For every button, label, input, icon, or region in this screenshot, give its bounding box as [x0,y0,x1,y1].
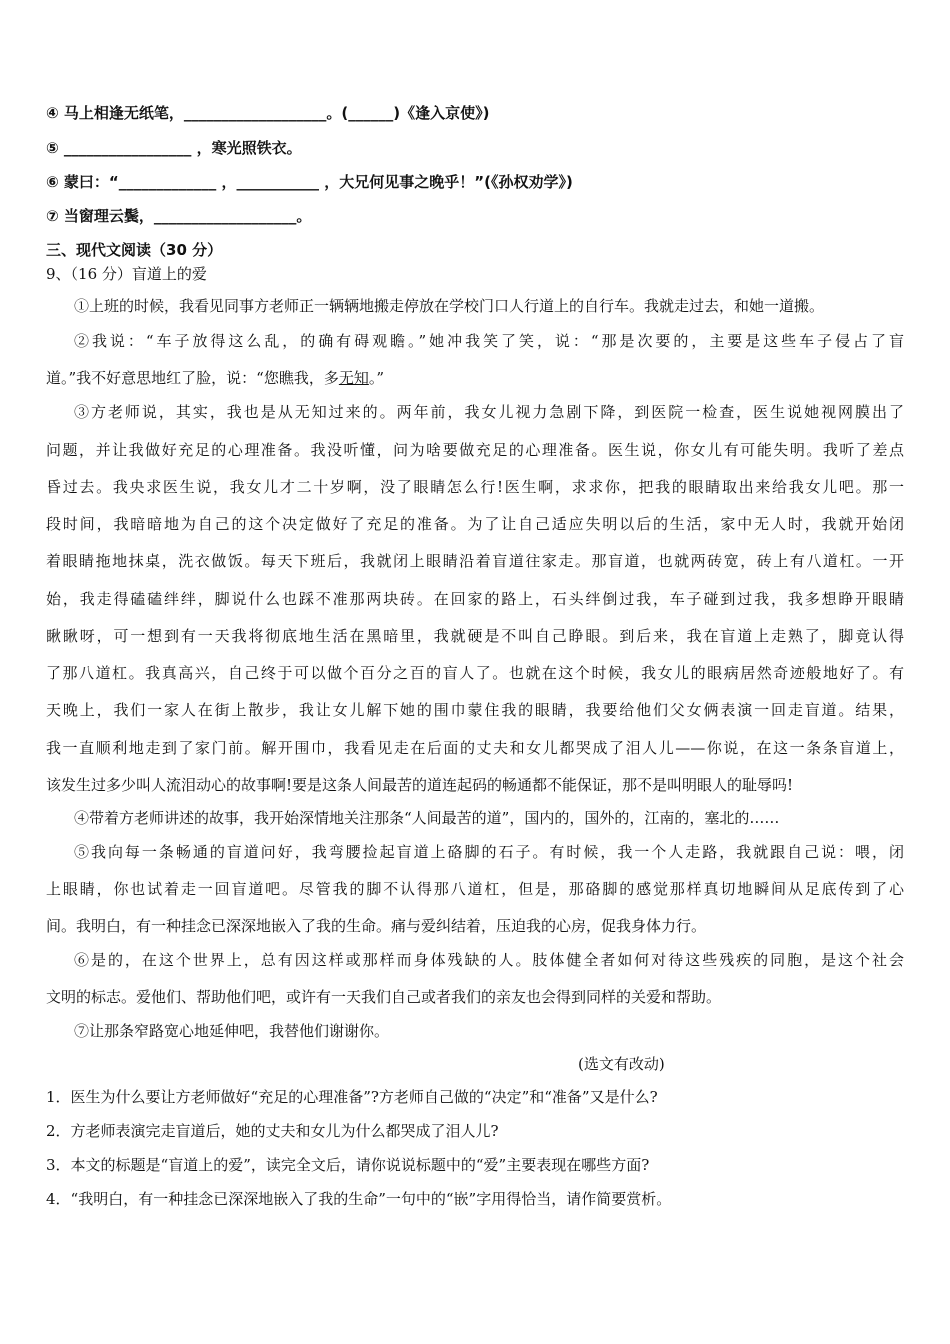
passage-paragraph-5-line: 间。我明白，有一种挂念已深深地嵌入了我的生命。痛与爱纠结着，压迫我的心房，促我身体力行。 [46,917,707,935]
question-2: 2．方老师表演完走盲道后，她的丈夫和女儿为什么都哭成了泪人儿? [46,1122,499,1140]
fill-in-item-5: ⑤ _________________ ，寒光照铁衣。 [46,139,302,157]
paragraph-2-text-end: 。” [368,369,385,387]
question-3: 3．本文的标题是“盲道上的爱”，读完全文后，请你说说标题中的“爱”主要表现在哪些方面? [46,1156,650,1174]
passage-paragraph-3-line: 问题，并让我做好充足的心理准备。我没听懂，问为啥要做充足的心理准备。医生说，你女儿有可能失明。我听了差点 [46,441,904,459]
fill-in-item-7: ⑦ 当窗理云鬓，___________________。 [46,207,312,225]
passage-paragraph-3-line: 瞅瞅呀，可一想到有一天我将彻底地生活在黑暗里，我就硬是不叫自己睁眼。到后来，我在盲道上走熟了，脚竟认得 [46,627,904,645]
question-4: 4．“我明白，有一种挂念已深深地嵌入了我的生命”一句中的“嵌”字用得恰当，请作简要赏析。 [46,1190,672,1208]
source-note: (选文有改动) [578,1055,665,1073]
passage-paragraph-3-line: ③方老师说，其实，我也是从无知过来的。两年前，我女儿视力急剧下降，到医院一检查，医生说她视网膜出了 [74,403,904,421]
passage-paragraph-4: ④带着方老师讲述的故事，我开始深情地关注那条“人间最苦的道”，国内的，国外的，江南的，塞北的…… [74,809,780,827]
passage-paragraph-6-line: 文明的标志。爱他们、帮助他们吧，或许有一天我们自己或者我们的亲友也会得到同样的关爱和帮助。 [46,988,722,1006]
paragraph-2-text-start: 道。”我不好意思地红了脸，说：“您瞧我，多 [46,369,339,387]
passage-paragraph-5-line: 上眼睛，你也试着走一回盲道吧。尽管我的脚不认得那八道杠，但是，那硌脚的感觉那样真切地瞬间从足底传到了心 [46,880,904,898]
passage-paragraph-3-line: 该发生过多少叫人流泪动心的故事啊!要是这条人间最苦的道连起码的畅通都不能保证，那不是叫明眼人的耻辱吗! [46,776,794,794]
passage-paragraph-3-line: 始，我走得磕磕绊绊，脚说什么也踩不准那两块砖。在回家的路上，石头绊倒过我，车子碰到过我，我多想睁开眼睛 [46,590,904,608]
section-heading: 三、现代文阅读（30 分） [46,241,223,259]
passage-paragraph-3-line: 昏过去。我央求医生说，我女儿才二十岁啊，没了眼睛怎么行!医生啊，求求你，把我的眼睛取出来给我女儿吧。那一 [46,478,904,496]
passage-paragraph-3-line: 天晚上，我们一家人在街上散步，我让女儿解下她的围巾蒙住我的眼睛，我要给他们父女俩表演一回走盲道。结果， [46,701,904,719]
passage-paragraph-6-line: ⑥是的，在这个世界上，总有因这样或那样而身体残缺的人。肢体健全者如何对待这些残疾的同胞，是这个社会 [74,951,904,969]
passage-paragraph-2-line-1: ②我说：“车子放得这么乱，的确有碍观瞻。”她冲我笑了笑，说：“那是次要的，主要是这些车子侵占了盲 [74,332,904,350]
passage-paragraph-1: ①上班的时候，我看见同事方老师正一辆辆地搬走停放在学校门口人行道上的自行车。我就走过去，和她一道搬。 [74,297,825,315]
passage-paragraph-2-line-2 [46,368,384,388]
passage-paragraph-3-line: 段时间，我暗暗地为自己的这个决定做好了充足的准备。为了让自己适应失明以后的生活，家中无人时，我就开始闭 [46,515,904,533]
passage-paragraph-3-line: 了那八道杠。我真高兴，自己终于可以做个百分之百的盲人了。也就在这个时候，我女儿的眼病居然奇迹般地好了。有 [46,664,904,682]
passage-paragraph-7: ⑦让那条窄路宽心地延伸吧，我替他们谢谢你。 [74,1022,390,1040]
passage-paragraph-3-line: 着眼睛拖地抹桌，洗衣做饭。每天下班后，我就闭上眼睛沿着盲道往家走。那盲道，也就两砖宽，砖上有八道杠。一开 [46,552,904,570]
underlined-word: 无知 [338,369,369,387]
passage-paragraph-3-line: 我一直顺利地走到了家门前。解开围巾，我看见走在后面的丈夫和女儿都哭成了泪人儿——你说，在这一条条盲道上， [46,739,904,757]
passage-paragraph-5-line: ⑤我向每一条畅通的盲道问好，我弯腰捡起盲道上硌脚的石子。有时候，我一个人走路，我就跟自己说：喂，闭 [74,843,904,861]
question-1: 1．医生为什么要让方老师做好“充足的心理准备”?方老师自己做的“决定”和“准备”又是什么? [46,1088,658,1106]
fill-in-item-4: ④ 马上相逢无纸笔，___________________。(______)《逢入京使》) [46,104,490,122]
question-heading: 9、（16 分）盲道上的爱 [46,265,207,283]
fill-in-item-6: ⑥ 蒙曰：“_____________ ，___________ ，大兄何见事之晚乎！”(《孙权劝学》) [46,173,573,191]
